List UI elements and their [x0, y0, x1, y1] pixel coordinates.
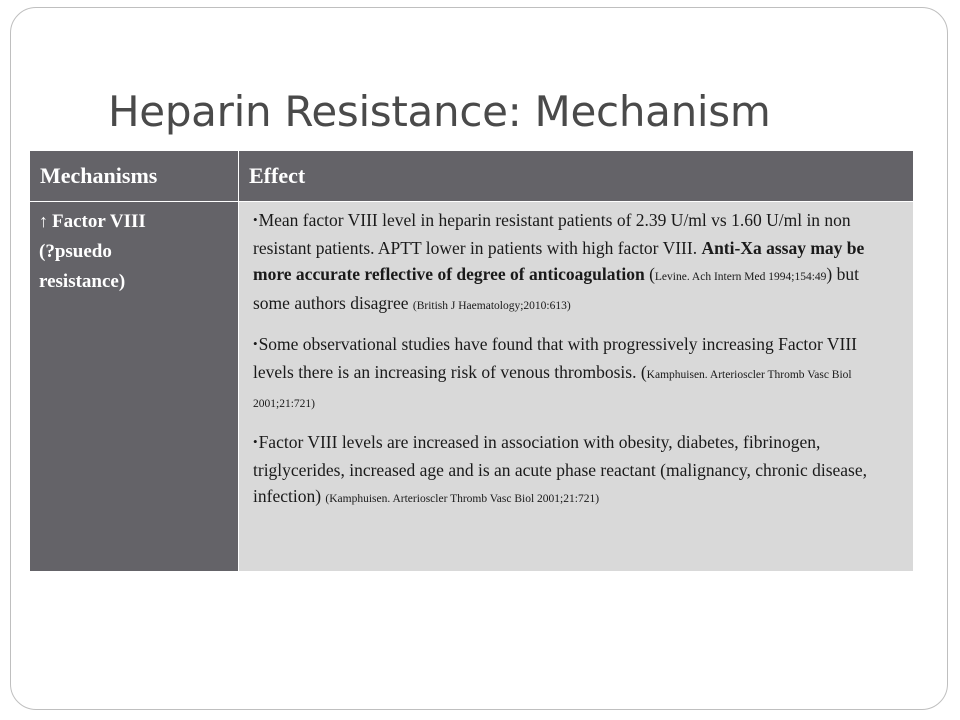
effect-bullet-2 — [253, 331, 899, 417]
mechanism-cell — [30, 202, 239, 571]
citation-kamphuisen-1: Kamphuisen. Arterioscler Thromb Vasc Biol 2001;21:721) — [253, 369, 852, 410]
bullet-marker: • — [253, 336, 258, 351]
header-mechanisms: Mechanisms — [30, 151, 239, 201]
table-header-row — [30, 151, 913, 201]
citation-british-j-haematology: (British J Haematology;2010:613) — [412, 300, 571, 312]
up-arrow-icon: ↑ — [39, 211, 48, 231]
mechanism-table — [30, 151, 913, 571]
mechanism-name: Factor VIII — [52, 211, 146, 232]
bullet-marker: • — [253, 212, 258, 227]
table-row — [30, 201, 913, 571]
mechanism-line-3: resistance) — [39, 271, 126, 292]
slide-title: Heparin Resistance: Mechanism — [108, 87, 771, 136]
bullet-2-text: Some observational studies have found that with progressively increasing Factor VIII levels there is an increasing risk of venous thrombosis. ( — [253, 334, 857, 382]
bullet-1-text-3: ) but some authors disagree — [253, 264, 859, 313]
bullet-marker: • — [253, 434, 258, 449]
citation-levine: Levine. Ach Intern Med 1994;154:49 — [654, 271, 827, 283]
bullet-1-bold: Anti-Xa assay may be more accurate reflective of degree of anticoagulation — [253, 238, 865, 284]
citation-kamphuisen-2: (Kamphuisen. Arterioscler Thromb Vasc Biol 2001;21:721) — [325, 493, 600, 505]
header-effect: Effect — [249, 163, 306, 188]
effect-cell — [239, 202, 913, 571]
bullet-3-text: Factor VIII levels are increased in association with obesity, diabetes, fibrinogen, triglycerides, increased age and is an acute phase reactant (malignancy, chronic disease, infection) — [253, 432, 867, 506]
effect-bullet-1 — [253, 207, 899, 319]
bullet-1-text: Mean factor VIII level in heparin resistant patients of 2.39 U/ml vs 1.60 U/ml in non resistant patients. APTT lower in patients with high factor VIII. — [253, 210, 851, 258]
effect-bullet-3 — [253, 429, 899, 512]
mechanism-line-2: (?psuedo — [39, 241, 112, 262]
bullet-1-text-2: ( — [644, 264, 655, 284]
mechanism-line-1 — [39, 206, 228, 237]
